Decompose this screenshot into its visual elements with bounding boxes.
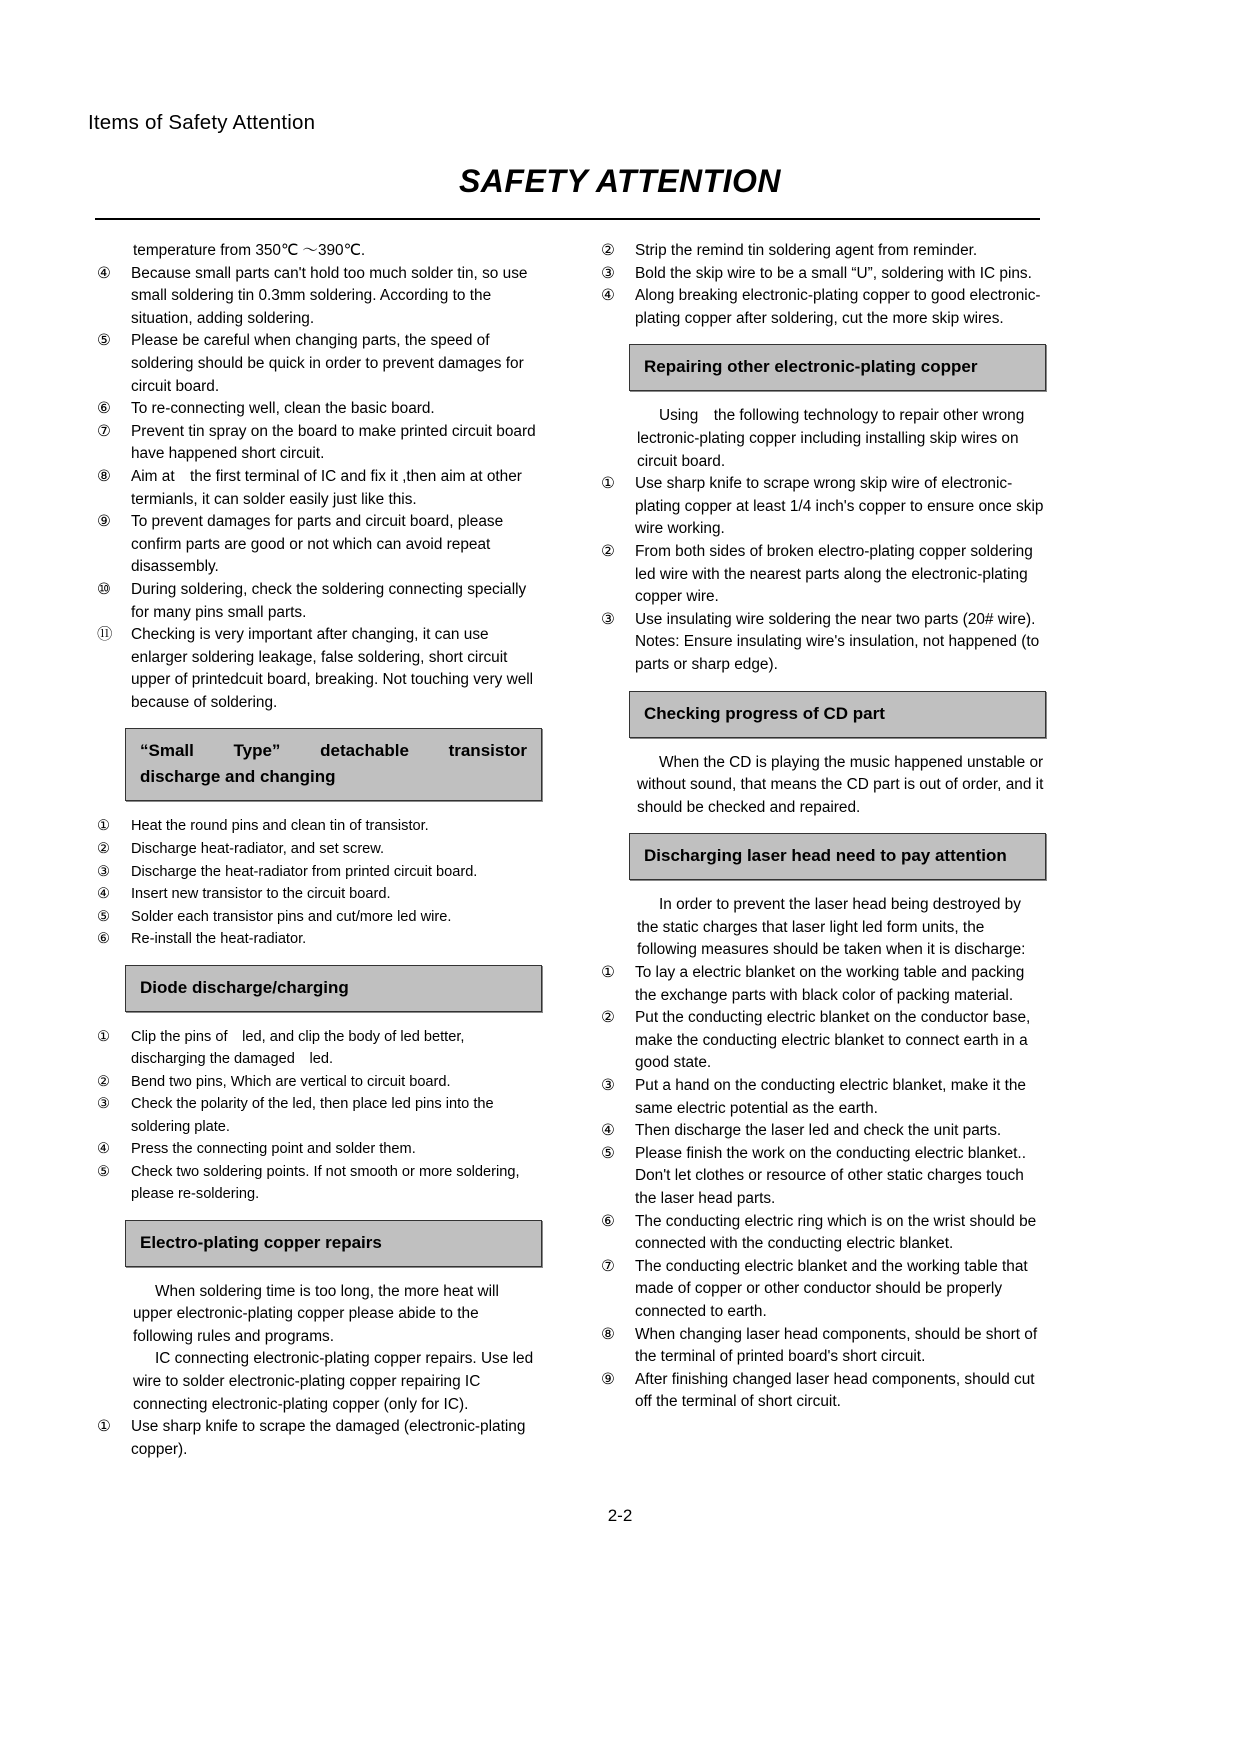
list-item bbox=[95, 815, 542, 838]
list-text: The conducting electric blanket and the working table that made of copper or other conductor should be properly connected to earth. bbox=[635, 1257, 1028, 1320]
list-text: Bold the skip wire to be a small “U”, soldering with IC pins. bbox=[635, 264, 1032, 282]
continued-text-line: temperature from 350℃ ～390℃. bbox=[133, 242, 366, 259]
list-marker: ④ bbox=[97, 1141, 111, 1158]
list-item bbox=[95, 883, 542, 906]
list-item bbox=[95, 1416, 542, 1461]
list-marker: ④ bbox=[601, 287, 615, 305]
soldering-items-list bbox=[95, 263, 542, 715]
list-marker: ③ bbox=[601, 610, 615, 628]
list-item bbox=[599, 285, 1046, 330]
list-text: Check the polarity of the led, then place led pins into the soldering plate. bbox=[131, 1096, 494, 1135]
list-text: Use insulating wire soldering the near two parts (20# wire). Notes: Ensure insulating wire's insulation, not happened (to parts or sharp edge). bbox=[635, 610, 1040, 673]
list-item bbox=[95, 466, 542, 511]
list-item bbox=[95, 906, 542, 929]
section-heading-transistor bbox=[125, 728, 542, 801]
section-heading-text: Electro-plating copper repairs bbox=[140, 1232, 382, 1252]
list-marker: ① bbox=[97, 1029, 111, 1046]
list-marker: ② bbox=[601, 542, 615, 560]
list-text: Discharge the heat-radiator from printed circuit board. bbox=[131, 863, 478, 880]
list-text: During soldering, check the soldering connecting specially for many pins small parts. bbox=[131, 580, 527, 621]
section-heading-cd-part bbox=[629, 691, 1046, 738]
page-number: 2-2 bbox=[607, 1506, 633, 1525]
list-text: Press the connecting point and solder them. bbox=[131, 1141, 416, 1158]
list-item bbox=[599, 1211, 1046, 1256]
list-item bbox=[95, 861, 542, 884]
list-text: Prevent tin spray on the board to make printed circuit board have happened short circuit. bbox=[131, 422, 536, 463]
list-text: Re-install the heat-radiator. bbox=[131, 931, 307, 948]
electroplating-items-list bbox=[95, 1416, 542, 1461]
list-text: Along breaking electronic-plating copper to good electronic-plating copper after soldering, cut the more skip wires. bbox=[635, 287, 1041, 327]
section-heading-laser-head bbox=[629, 833, 1046, 880]
list-item bbox=[599, 1120, 1046, 1143]
list-text: When changing laser head components, should be short of the terminal of printed board's short circuit. bbox=[635, 1325, 1038, 1366]
list-item bbox=[599, 473, 1046, 541]
list-item bbox=[95, 624, 542, 714]
list-item bbox=[599, 1007, 1046, 1075]
skip-wire-items-list bbox=[599, 240, 1046, 330]
list-text: Checking is very important after changing, it can use enlarger soldering leakage, false soldering, short circuit upper of printedcuit board, breaking. Not touching very well because of soldering. bbox=[131, 626, 534, 711]
list-item bbox=[95, 1161, 542, 1206]
list-marker: ① bbox=[601, 475, 615, 493]
list-marker: ⑤ bbox=[97, 1163, 111, 1180]
two-column-body bbox=[95, 240, 1047, 1461]
list-marker: ⑤ bbox=[97, 908, 111, 925]
list-marker: ③ bbox=[97, 863, 111, 880]
list-text: Clip the pins of led, and clip the body of led better, discharging the damaged led. bbox=[131, 1029, 465, 1068]
list-item bbox=[95, 398, 542, 421]
list-marker: ⑧ bbox=[601, 1325, 615, 1343]
repairing-paragraph: Using the following technology to repair other wrong lectronic-plating copper including installing skip wires on circuit board. bbox=[637, 407, 1025, 470]
list-marker: ④ bbox=[97, 264, 111, 282]
list-marker: ⑥ bbox=[601, 1212, 615, 1230]
list-marker: ⑪ bbox=[97, 626, 113, 644]
list-item bbox=[599, 1324, 1046, 1369]
list-text: To prevent damages for parts and circuit board, please confirm parts are good or not which can avoid repeat disassembly. bbox=[131, 513, 504, 576]
list-marker: ② bbox=[601, 242, 615, 259]
list-text: Heat the round pins and clean tin of transistor. bbox=[131, 818, 429, 835]
section-heading-text: Checking progress of CD part bbox=[644, 703, 885, 723]
list-marker: ⑨ bbox=[97, 513, 111, 531]
list-text: Put a hand on the conducting electric blanket, make it the same electric potential as the earth. bbox=[635, 1077, 1026, 1117]
list-text: To lay a electric blanket on the working table and packing the exchange parts with black color of packing material. bbox=[635, 964, 1025, 1004]
list-text: Please be careful when changing parts, the speed of soldering should be quick in order to prevent damages for circuit board. bbox=[131, 332, 524, 395]
list-text: Aim at the first terminal of IC and fix it ,then aim at other termianls, it can solder easily just like this. bbox=[131, 467, 522, 508]
list-marker: ⑤ bbox=[97, 332, 111, 350]
list-text: Use sharp knife to scrape wrong skip wire of electronic-plating copper at least 1/4 inch's copper to ensure once skip wire working. bbox=[635, 475, 1044, 538]
list-item bbox=[599, 962, 1046, 1007]
list-marker: ① bbox=[601, 964, 615, 982]
list-text: The conducting electric ring which is on the wrist should be connected with the conducting electric blanket. bbox=[635, 1212, 1037, 1253]
list-item bbox=[599, 263, 1046, 286]
list-item bbox=[599, 541, 1046, 609]
cd-part-paragraph: When the CD is playing the music happened unstable or without sound, that means the CD part is out of order, and it should be checked and repaired. bbox=[637, 753, 1044, 816]
left-column bbox=[95, 240, 542, 1461]
list-item bbox=[95, 1138, 542, 1161]
list-text: To re-connecting well, clean the basic board. bbox=[131, 400, 435, 418]
list-text: Put the conducting electric blanket on the conductor base, make the conducting electric blanket to connect earth in a good state. bbox=[635, 1009, 1031, 1072]
electroplating-paragraph-2: IC connecting electronic-plating copper repairs. Use led wire to solder electronic-plating copper repairing IC connecting electronic-plating copper (only for IC). bbox=[133, 1350, 534, 1413]
list-marker: ⑩ bbox=[97, 580, 111, 598]
list-marker: ② bbox=[97, 841, 111, 858]
list-item bbox=[95, 1026, 542, 1071]
right-column bbox=[599, 240, 1046, 1461]
list-marker: ⑧ bbox=[97, 467, 111, 485]
section-heading-text: Repairing other electronic-plating copper bbox=[644, 357, 978, 377]
list-item bbox=[599, 1369, 1046, 1414]
list-text: Solder each transistor pins and cut/more led wire. bbox=[131, 908, 452, 925]
running-head: Items of Safety Attention bbox=[88, 111, 316, 134]
list-text: From both sides of broken electro-plating copper soldering led wire with the nearest parts along the electronic-plating copper wire. bbox=[635, 542, 1033, 606]
laser-head-paragraph: In order to prevent the laser head being destroyed by the static charges that laser light led form units, the following measures should be taken when it is discharge: bbox=[637, 896, 1026, 959]
list-marker: ② bbox=[601, 1009, 615, 1027]
list-marker: ⑦ bbox=[97, 422, 111, 440]
title-divider bbox=[95, 218, 1040, 220]
section-heading-diode bbox=[125, 965, 542, 1012]
list-marker: ③ bbox=[601, 1077, 615, 1095]
list-item bbox=[95, 1071, 542, 1094]
list-item bbox=[95, 928, 542, 951]
list-text: Strip the remind tin soldering agent from reminder. bbox=[635, 242, 978, 259]
transistor-items-list bbox=[95, 815, 542, 951]
list-item bbox=[95, 263, 542, 331]
list-text: Please finish the work on the conducting electric blanket.. Don't let clothes or resource of other static charges touch the laser head parts. bbox=[635, 1144, 1026, 1207]
list-item bbox=[95, 511, 542, 579]
list-marker: ④ bbox=[601, 1122, 615, 1140]
list-marker: ⑤ bbox=[601, 1144, 615, 1162]
list-item bbox=[599, 609, 1046, 677]
list-marker: ② bbox=[97, 1073, 111, 1090]
section-heading-line1: “Small Type” detachable transistor bbox=[140, 741, 527, 761]
electroplating-paragraph-1: When soldering time is too long, the more heat will upper electronic-plating copper please abide to the following rules and programs. bbox=[133, 1282, 499, 1345]
list-text: Use sharp knife to scrape the damaged (electronic-plating copper). bbox=[131, 1418, 526, 1458]
diode-items-list bbox=[95, 1026, 542, 1206]
list-marker: ③ bbox=[601, 264, 615, 282]
page-title: SAFETY ATTENTION bbox=[458, 163, 782, 199]
list-text: Because small parts can't hold too much solder tin, so use small soldering tin 0.3mm soldering. According to the situation, adding soldering. bbox=[131, 264, 528, 327]
list-item bbox=[95, 838, 542, 861]
laser-head-items-list bbox=[599, 962, 1046, 1414]
list-item bbox=[95, 330, 542, 398]
list-item bbox=[599, 240, 1046, 263]
list-marker: ⑥ bbox=[97, 931, 111, 948]
list-item bbox=[599, 1075, 1046, 1120]
list-marker: ⑦ bbox=[601, 1257, 615, 1275]
list-text: Bend two pins, Which are vertical to circuit board. bbox=[131, 1073, 451, 1090]
list-marker: ④ bbox=[97, 886, 111, 903]
list-item bbox=[599, 1143, 1046, 1211]
list-marker: ⑨ bbox=[601, 1370, 615, 1388]
list-marker: ① bbox=[97, 1418, 111, 1436]
list-marker: ③ bbox=[97, 1096, 111, 1113]
section-heading-repairing-copper bbox=[629, 344, 1046, 391]
list-marker: ① bbox=[97, 818, 111, 835]
list-text: Then discharge the laser led and check the unit parts. bbox=[635, 1122, 1002, 1140]
list-text: Discharge heat-radiator, and set screw. bbox=[131, 841, 385, 858]
section-heading-line2: discharge and changing bbox=[140, 767, 336, 787]
list-text: After finishing changed laser head components, should cut off the terminal of short circuit. bbox=[635, 1370, 1035, 1411]
list-item bbox=[95, 1093, 542, 1138]
list-text: Check two soldering points. If not smooth or more soldering, please re-soldering. bbox=[131, 1163, 520, 1203]
repairing-items-list bbox=[599, 473, 1046, 676]
section-heading-text: Diode discharge/charging bbox=[140, 978, 349, 998]
section-heading-electroplating bbox=[125, 1220, 542, 1267]
list-marker: ⑥ bbox=[97, 400, 111, 418]
list-item bbox=[95, 421, 542, 466]
list-text: Insert new transistor to the circuit board. bbox=[131, 886, 391, 903]
list-item bbox=[95, 579, 542, 624]
list-item bbox=[599, 1256, 1046, 1324]
section-heading-text: Discharging laser head need to pay attention bbox=[644, 846, 1007, 866]
